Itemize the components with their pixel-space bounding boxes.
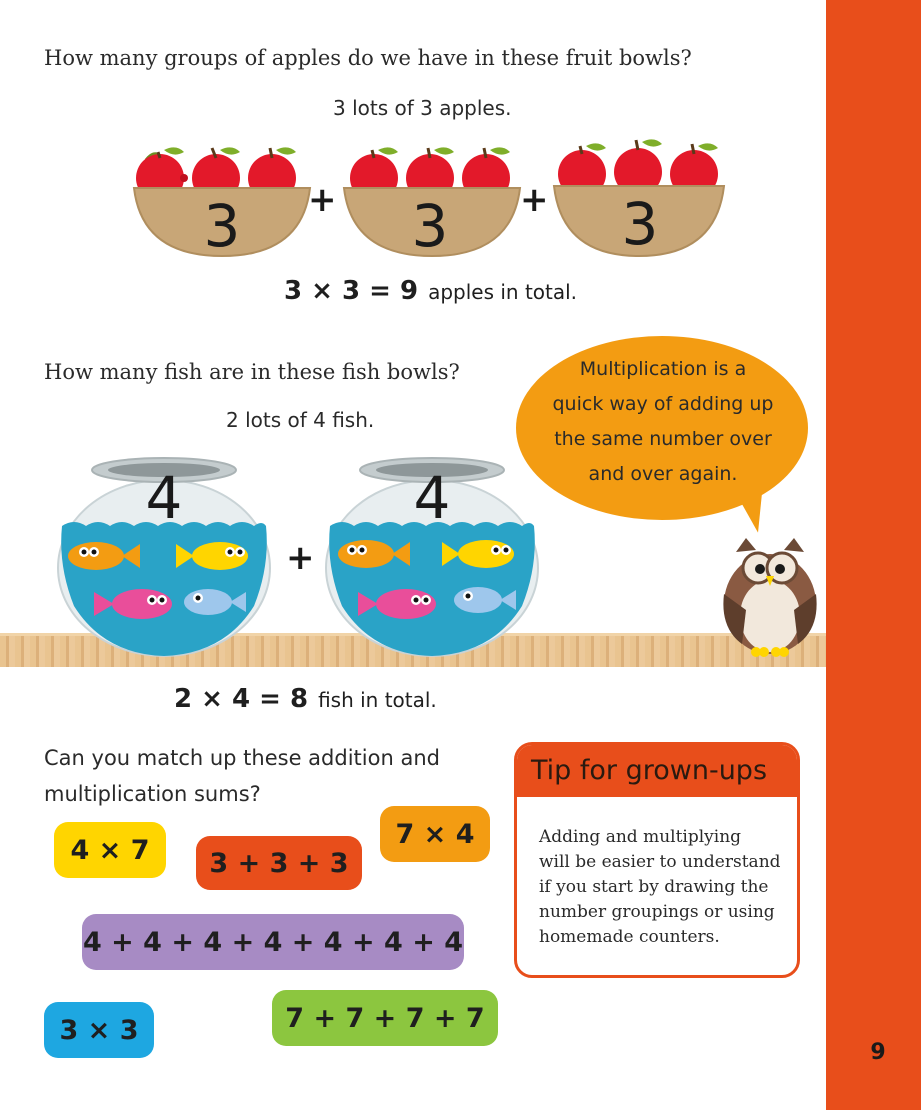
- sum-card[interactable]: 4 + 4 + 4 + 4 + 4 + 4 + 4: [82, 914, 464, 970]
- apples-equation: 3 × 3 = 9: [284, 276, 419, 306]
- water-icon: [61, 522, 267, 656]
- fish-bowl-2: [322, 456, 542, 658]
- sum-card[interactable]: 3 + 3 + 3: [196, 836, 362, 890]
- match-question-line: Can you match up these addition and: [44, 746, 440, 770]
- speech-line: quick way of adding up: [552, 393, 774, 415]
- sum-card[interactable]: 4 × 7: [54, 822, 166, 878]
- fish-question: How many fish are in these fish bowls?: [44, 360, 460, 384]
- tip-line: will be easier to understand: [539, 852, 781, 872]
- fish-equation-line: [174, 684, 437, 714]
- apples-equation-line: [284, 276, 577, 306]
- owl-icon: [718, 532, 822, 658]
- fish-lots-text: 2 lots of 4 fish.: [226, 408, 375, 432]
- sum-card[interactable]: 7 + 7 + 7 + 7: [272, 990, 498, 1046]
- apples-question: How many groups of apples do we have in these fruit bowls?: [44, 46, 692, 70]
- speech-bubble-text: [530, 352, 796, 492]
- tip-title: Tip for grown-ups: [517, 745, 797, 797]
- apple-bowl-1: [132, 138, 312, 260]
- fish-bowl-number: 4: [413, 464, 451, 532]
- apple-bowl-2: [342, 138, 522, 260]
- side-color-bar: [826, 0, 921, 1110]
- speech-line: the same number over: [554, 428, 772, 450]
- plus-sign: +: [286, 538, 315, 578]
- tip-body: [539, 825, 789, 950]
- plus-sign: +: [308, 180, 337, 220]
- speech-line: and over again.: [588, 463, 738, 485]
- match-question-line: multiplication sums?: [44, 782, 261, 806]
- plus-sign: +: [520, 180, 549, 220]
- speech-line: Multiplication is a: [579, 358, 747, 380]
- fish-equation-rest: fish in total.: [318, 688, 437, 712]
- tip-box: [514, 742, 800, 978]
- apple-bowl-number: 3: [621, 190, 659, 258]
- sum-card[interactable]: 3 × 3: [44, 1002, 154, 1058]
- tip-line: homemade counters.: [539, 927, 720, 947]
- fish-equation: 2 × 4 = 8: [174, 684, 309, 714]
- page-number: 9: [870, 1040, 886, 1065]
- apple-bowl-3: [552, 132, 726, 260]
- fish-bowl-number: 4: [145, 464, 183, 532]
- apples-lots-text: 3 lots of 3 apples.: [333, 96, 512, 120]
- match-question: [44, 740, 440, 812]
- fish-bowl-1: [54, 456, 274, 658]
- apple-bowl-number: 3: [411, 192, 449, 260]
- apple-bowl-number: 3: [203, 192, 241, 260]
- apples-equation-rest: apples in total.: [428, 280, 578, 304]
- tip-line: number groupings or using: [539, 902, 775, 922]
- tip-line: Adding and multiplying: [539, 827, 742, 847]
- tip-line: if you start by drawing the: [539, 877, 769, 897]
- sum-card[interactable]: 7 × 4: [380, 806, 490, 862]
